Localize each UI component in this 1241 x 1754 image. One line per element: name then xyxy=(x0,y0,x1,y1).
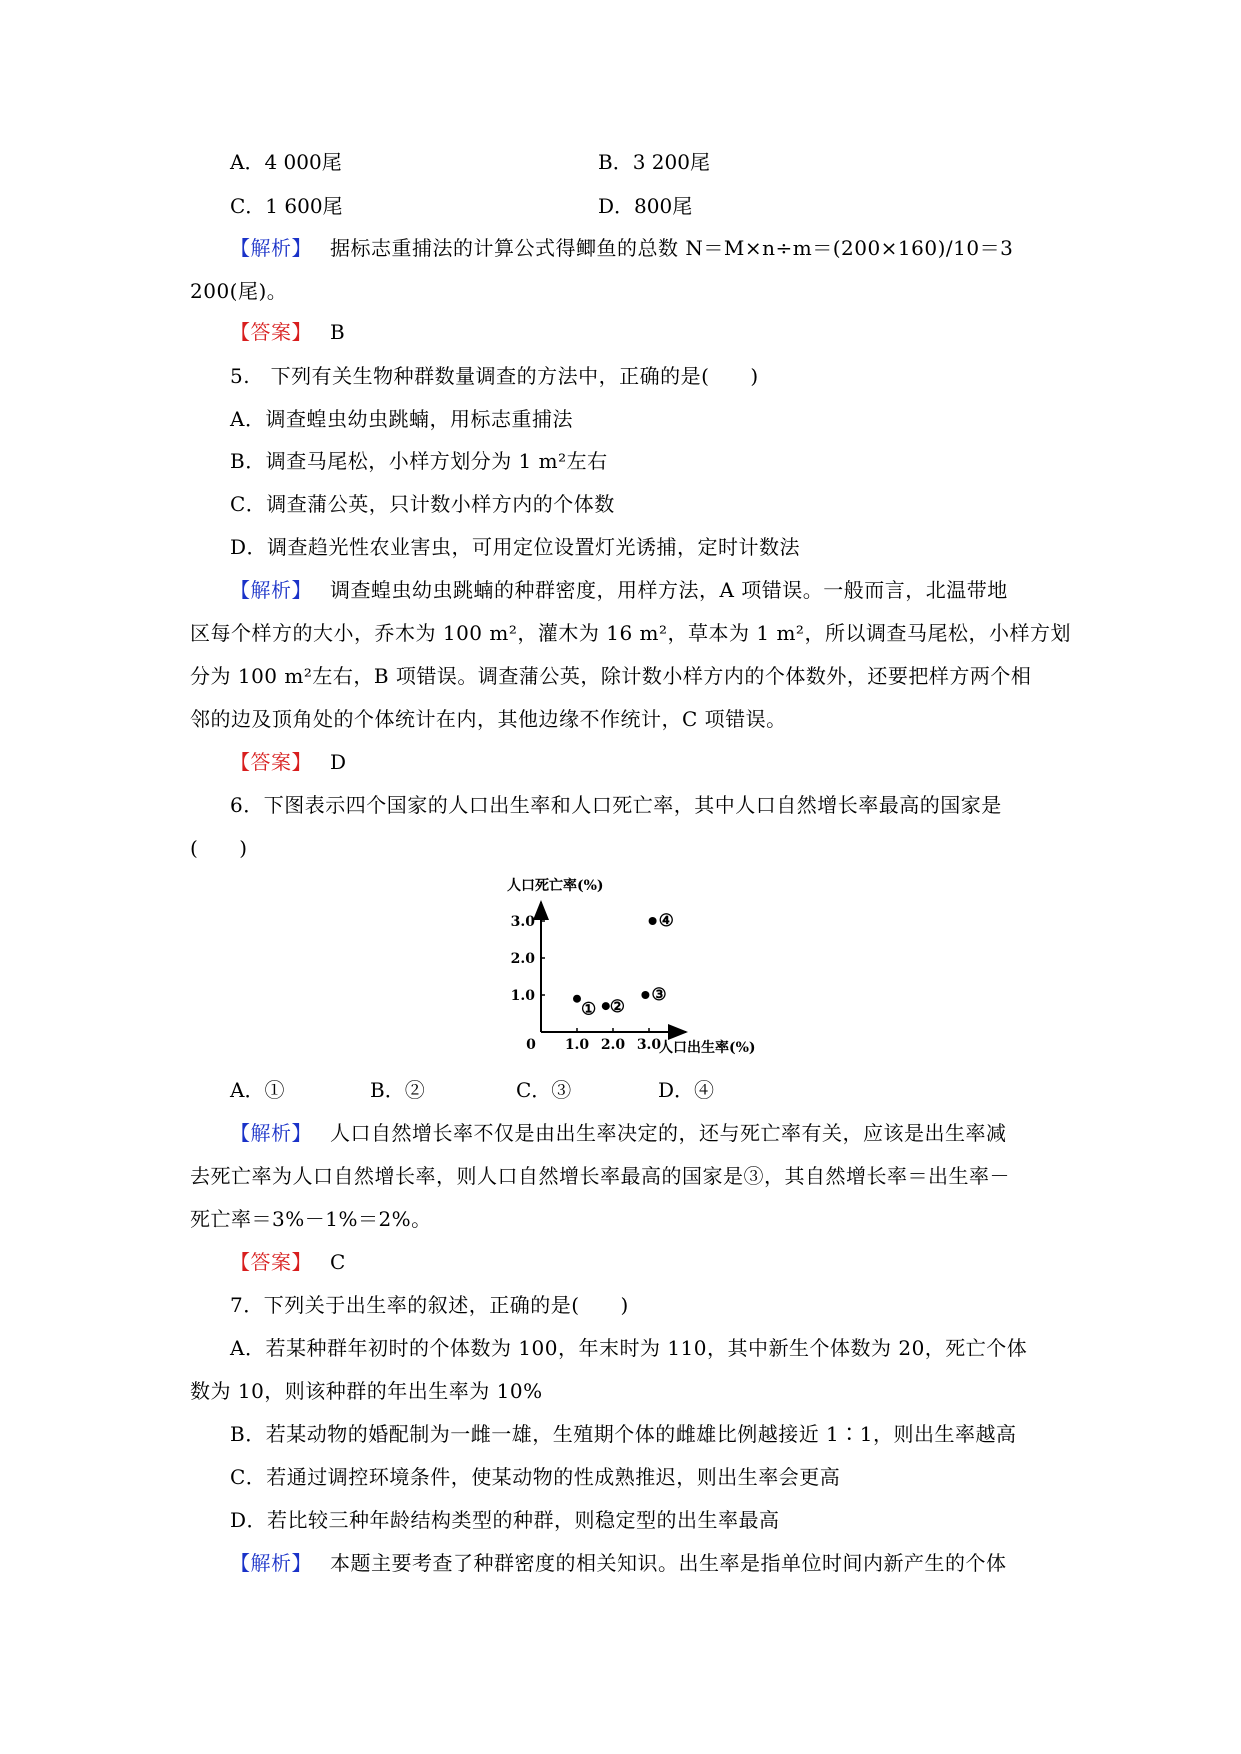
q6-answer: 【答案】 C xyxy=(230,1250,346,1274)
data-point xyxy=(573,995,581,1003)
birth-death-rate-chart xyxy=(495,868,785,1058)
data-point-label: ③ xyxy=(651,985,667,1005)
q6-option-d: D．④ xyxy=(658,1078,715,1102)
q5-stem: 5. 下列有关生物种群数量调查的方法中，正确的是( ) xyxy=(230,364,759,388)
q6-analysis-line2: 去死亡率为人口自然增长率，则人口自然增长率最高的国家是③，其自然增长率＝出生率－ xyxy=(190,1164,1010,1188)
y-tick-label: 1.0 xyxy=(510,988,535,1004)
q5-option-b: B．调查马尾松，小样方划分为 1 m²左右 xyxy=(230,449,608,473)
q7-option-b: B．若某动物的婚配制为一雌一雄，生殖期个体的雌雄比例越接近 1∶1，则出生率越高 xyxy=(230,1422,1017,1446)
q5-analysis-line2: 区每个样方的大小，乔木为 100 m²，灌木为 16 m²，草本为 1 m²，所以调查马尾松，小样方划 xyxy=(190,621,1071,645)
answer-tag: 【答案】 xyxy=(230,750,312,774)
q6-option-c: C．③ xyxy=(516,1078,572,1102)
q7-option-a-line1: A．若某种群年初时的个体数为 100，年末时为 110，其中新生个体数为 20，死亡个体 xyxy=(230,1336,1028,1360)
q5-analysis-line1: 【解析】 调查蝗虫幼虫跳蝻的种群密度，用样方法，A 项错误。一般而言，北温带地 xyxy=(230,578,1008,602)
analysis-tag: 【解析】 xyxy=(230,578,312,602)
q4-option-d: D．800尾 xyxy=(598,194,693,218)
q7-stem: 7．下列关于出生率的叙述，正确的是( ) xyxy=(230,1293,629,1317)
q5-option-a: A．调查蝗虫幼虫跳蝻，用标志重捕法 xyxy=(230,407,573,431)
q6-analysis-line1: 【解析】 人口自然增长率不仅是由出生率决定的，还与死亡率有关，应该是出生率减 xyxy=(230,1121,1007,1145)
data-point-label: ② xyxy=(609,997,626,1018)
data-point xyxy=(641,991,649,999)
q4-analysis-line2: 200(尾)。 xyxy=(190,279,288,303)
q4-option-c: C．1 600尾 xyxy=(230,194,343,218)
x-tick-label: 3.0 xyxy=(636,1037,662,1053)
q6-analysis-line3: 死亡率＝3%－1%＝2%。 xyxy=(190,1207,432,1231)
q7-option-d: D．若比较三种年龄结构类型的种群，则稳定型的出生率最高 xyxy=(230,1508,780,1532)
q6-option-a: A．① xyxy=(230,1078,285,1102)
y-axis-label: 人口死亡率(%) xyxy=(507,878,604,894)
data-point-label: ① xyxy=(581,999,597,1020)
data-point-label: ④ xyxy=(658,911,674,931)
data-point xyxy=(649,917,657,925)
q6-stem-line1: 6．下图表示四个国家的人口出生率和人口死亡率，其中人口自然增长率最高的国家是 xyxy=(230,793,1002,817)
answer-tag: 【答案】 xyxy=(230,1250,312,1274)
origin-label: 0 xyxy=(526,1037,536,1053)
q5-analysis-line4: 邻的边及顶角处的个体统计在内，其他边缘不作统计，C 项错误。 xyxy=(190,707,787,731)
y-tick-label: 2.0 xyxy=(510,951,535,967)
x-axis-label: 人口出生率(%) xyxy=(659,1040,756,1056)
x-tick-label: 2.0 xyxy=(600,1037,626,1053)
q7-analysis-line1: 【解析】 本题主要考查了种群密度的相关知识。出生率是指单位时间内新产生的个体 xyxy=(230,1551,1007,1575)
q5-analysis-line3: 分为 100 m²左右，B 项错误。调查蒲公英，除计数小样方内的个体数外，还要把样方两个相 xyxy=(190,664,1032,688)
answer-tag: 【答案】 xyxy=(230,320,312,344)
x-tick-label: 1.0 xyxy=(564,1037,590,1053)
q4-option-a: A．4 000尾 xyxy=(230,150,342,174)
q5-option-c: C．调查蒲公英，只计数小样方内的个体数 xyxy=(230,492,615,516)
q4-option-b: B．3 200尾 xyxy=(598,150,710,174)
q6-stem-line2: ( ) xyxy=(190,836,248,860)
analysis-tag: 【解析】 xyxy=(230,236,312,260)
q4-analysis-line1: 【解析】 据标志重捕法的计算公式得鲫鱼的总数 N＝M×n÷m＝(200×160)/10＝3 xyxy=(230,236,1014,260)
q7-option-a-line2: 数为 10，则该种群的年出生率为 10% xyxy=(190,1379,543,1403)
q5-option-d: D．调查趋光性农业害虫，可用定位设置灯光诱捕，定时计数法 xyxy=(230,535,801,559)
analysis-tag: 【解析】 xyxy=(230,1551,312,1575)
y-tick-label: 3.0 xyxy=(510,914,535,930)
q5-answer: 【答案】 D xyxy=(230,750,347,774)
q7-option-c: C．若通过调控环境条件，使某动物的性成熟推迟，则出生率会更高 xyxy=(230,1465,841,1489)
data-point xyxy=(602,1002,610,1010)
q4-answer: 【答案】 B xyxy=(230,320,346,344)
q6-option-b: B．② xyxy=(370,1078,425,1102)
analysis-tag: 【解析】 xyxy=(230,1121,312,1145)
